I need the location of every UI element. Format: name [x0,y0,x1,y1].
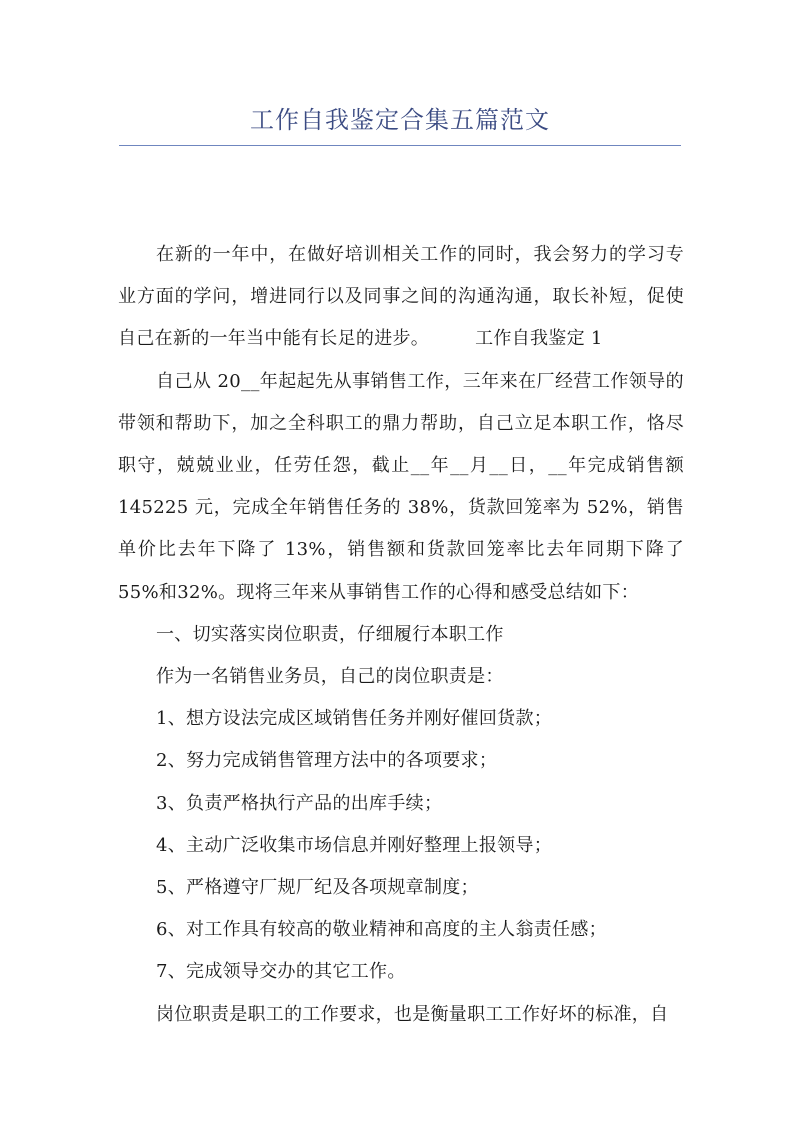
duty-item: 5、严格遵守厂规厂纪及各项规章制度； [156,877,479,899]
closing-paragraph: 岗位职责是职工的工作要求，也是衡量职工工作好坏的标准，自 [156,1003,669,1025]
duties-intro: 作为一名销售业务员，自己的岗位职责是： [156,666,504,688]
document-title: 工作自我鉴定合集五篇范文 [250,106,550,134]
section-heading-1: 工作自我鉴定 1 [475,328,603,350]
document-body [118,234,684,1036]
intro-paragraph [118,234,684,361]
duty-item: 3、负责严格执行产品的出库手续； [156,792,443,814]
heading-one: 一、切实落实岗位职责，仔细履行本职工作 [156,623,504,645]
section1-paragraph: 自己从 20__年起起先从事销售工作，三年来在厂经营工作领导的带领和帮助下，加之全科职工的鼎力帮助，自己立足本职工作，恪尽职守，兢兢业业，任劳任怨，截止__年__月__日，__年完成销售额145225 元，完成全年销售任务的 38%，货款回笼率为 52%，销售单价比去年下降了 13%，销售额和货款回笼率比去年同期下降了 55%和32%。现将三年来从事销售工作的心得和感受总结如下： [118,370,684,603]
duty-item: 1、想方设法完成区域销售任务并刚好催回货款； [156,708,553,730]
intro-text: 在新的一年中，在做好培训相关工作的同时，我会努力的学习专业方面的学问，增进同行以及同事之间的沟通沟通，取长补短，促使自己在新的一年当中能有长足的进步。 [118,244,684,350]
title-underline [119,145,681,146]
duty-item: 4、主动广泛收集市场信息并刚好整理上报领导； [156,834,553,856]
duty-item: 6、对工作具有较高的敬业精神和高度的主人翁责任感； [156,919,607,941]
duty-item: 2、努力完成销售管理方法中的各项要求； [156,750,498,772]
duty-item: 7、完成领导交办的其它工作。 [156,961,406,983]
